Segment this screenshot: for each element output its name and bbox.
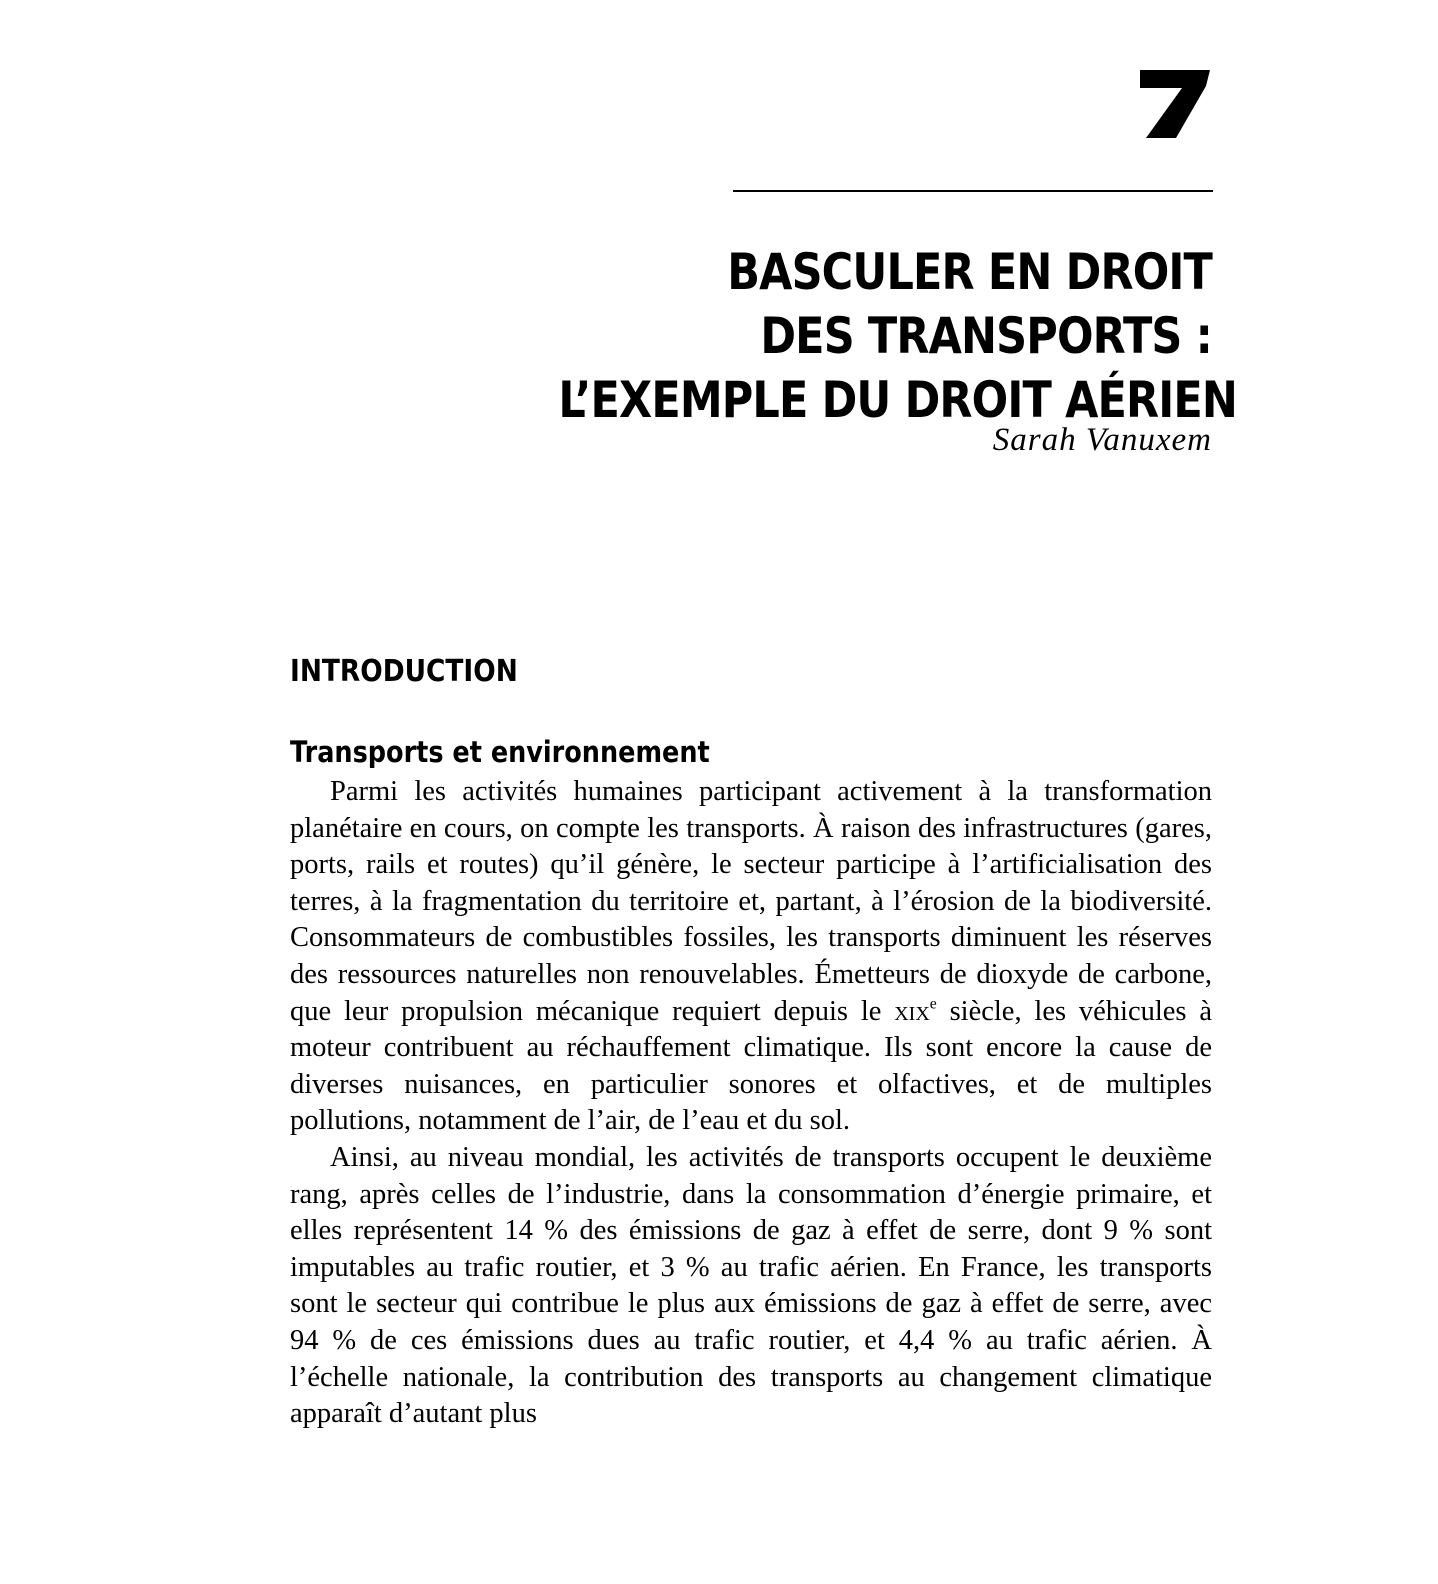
title-divider — [733, 190, 1213, 192]
chapter-body — [290, 652, 1212, 1433]
subsection-heading: Transports et environnement — [290, 735, 710, 769]
chapter-title-line-3: L’EXEMPLE DU DROIT AÉRIEN — [558, 370, 1238, 429]
section-heading: INTRODUCTION — [290, 654, 518, 689]
ordinal-superscript: e — [929, 994, 937, 1012]
paragraph-1-part-1: Parmi les activités humaines participant activement à la transformation planétaire en cours, on compte les transports. À raison des infrastructures (gares, ports, rails et routes) qu’il génère, le secteur participe à l’artificialisation des terres, à la fragmentation du territoire et, partant, à l’érosion de la biodiversité. Consommateurs de combustibles fossiles, les transports diminuent les réserves des ressources naturelles non renouvelables. Émetteurs de dioxyde de carbone, que leur propulsion mécanique requiert depuis le — [290, 776, 1212, 1027]
paragraph-1 — [290, 774, 1212, 1140]
chapter-title — [558, 240, 1238, 432]
paragraph-2: Ainsi, au niveau mondial, les activités de transports occupent le deuxième rang, après celles de l’industrie, dans la consommation d’énergie primaire, et elles représentent 14 % des émissions de gaz à effet de serre, dont 9 % sont imputables au trafic routier, et 3 % au trafic aérien. En France, les transports sont le secteur qui contribue le plus aux émissions de gaz à effet de serre, avec 94 % de ces émissions dues au trafic routier, et 4,4 % au trafic aérien. À l’échelle nationale, la contribution des transports au changement climatique apparaît d’autant plus — [290, 1141, 1212, 1430]
chapter-number-glyph — [1136, 62, 1212, 140]
chapter-number — [1136, 62, 1212, 140]
chapter-title-line-2: DES TRANSPORTS : — [760, 306, 1212, 365]
body-text — [290, 774, 1212, 1433]
paragraph-1-part-2: siècle, les véhicules à moteur contribuent au réchauffement climatique. Ils sont encore la cause de diverses nuisances, en particulier sonores et olfactives, et de multiples pollutions, notamment de l’air, de l’eau et du sol. — [290, 995, 1213, 1137]
author-name: Sarah Vanuxem — [992, 422, 1212, 458]
century-numeral: xix — [894, 995, 930, 1027]
chapter-title-line-1: BASCULER EN DROIT — [727, 242, 1212, 301]
